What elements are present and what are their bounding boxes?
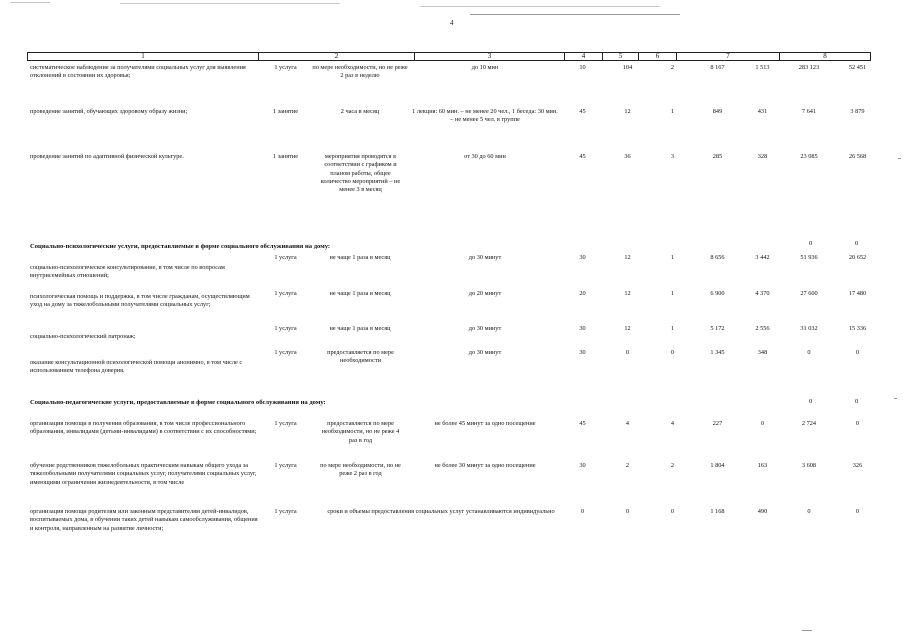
value-col8a: 0 (807, 349, 811, 356)
column-number: 3 (415, 53, 565, 61)
column-number: 5 (603, 53, 639, 61)
value-col4: 45 (579, 153, 586, 160)
service-frequency: предоставляется по мере необходимости (327, 349, 394, 365)
value-col7b: 163 (757, 462, 768, 469)
value-col8a: 23 085 (800, 153, 818, 160)
value-col8a: 2 724 (801, 420, 817, 427)
value-col6: 3 (670, 153, 675, 160)
service-unit: 1 услуга (274, 254, 297, 261)
value-col4: 30 (579, 254, 586, 261)
column-number: 6 (639, 53, 677, 61)
section-total-8b: 0 (855, 398, 859, 405)
value-col8a: 51 936 (800, 254, 818, 261)
service-duration: до 20 минут (468, 290, 502, 297)
service-name: оказание консультационной психологической помощи анонимно, в том числе с использованием телефона доверия. (30, 359, 243, 375)
value-col7a: 849 (712, 108, 723, 115)
value-col8b: 326 (852, 462, 863, 469)
service-name: проведение занятий по адаптивной физической культуре. (30, 153, 184, 160)
scan-artifact-line (120, 3, 340, 4)
section-total-8b: 0 (855, 240, 859, 247)
value-col5: 12 (624, 325, 631, 332)
service-unit: 1 услуга (274, 420, 297, 427)
value-col5: 2 (625, 462, 630, 469)
service-name: проведение занятий, обучающих здоровому образу жизни; (30, 108, 188, 115)
value-col4: 30 (579, 349, 586, 356)
service-frequency: мероприятия проводятся в соответствии с графиком и планом работы, общее количество мероприятий – не менее 3 в месяц (320, 153, 401, 194)
value-col6: 2 (670, 64, 675, 71)
service-frequency: предоставляется по мере необходимости, но не реже 4 раз в год (321, 420, 400, 444)
value-col5: 12 (624, 108, 631, 115)
value-col7a: 1 168 (710, 508, 725, 515)
service-name: организация помощи родителям или законным представителям детей-инвалидов, воспитываемых дома, в обучении таких детей навыкам самообслуживания, общения и контроля, направленным на развитие личности; (30, 508, 258, 532)
column-number: 7 (677, 53, 780, 61)
service-duration: до 30 минут (468, 254, 502, 261)
service-duration: не более 45 минут за одно посещение (434, 420, 536, 427)
scan-artifact-line (10, 2, 50, 3)
value-col6: 1 (670, 108, 675, 115)
service-unit: 1 занятие (272, 108, 299, 115)
value-col8b: 15 336 (848, 325, 867, 332)
value-col7b: 348 (757, 349, 768, 356)
value-col7a: 285 (712, 153, 723, 160)
value-col8b: 0 (855, 349, 860, 356)
value-col7b: 4 370 (755, 290, 770, 297)
column-number: 8 (780, 53, 871, 61)
section-heading: Социально-психологические услуги, предоставляемые в форме социального обслуживания на дому: (30, 243, 331, 250)
service-unit: 1 услуга (274, 508, 297, 515)
value-col7a: 1 804 (710, 462, 725, 469)
service-frequency: не чаще 1 раза в месяц (329, 290, 391, 297)
value-col8b: 3 879 (850, 108, 865, 115)
value-col6: 1 (670, 290, 675, 297)
value-col6: 1 (670, 325, 675, 332)
value-col4: 0 (580, 508, 585, 515)
value-col7a: 227 (712, 420, 723, 427)
scan-artifact-line (420, 6, 660, 7)
service-name: обучение родственников тяжелобольных практическим навыкам общего ухода за тяжелобольными получателями социальных услуг, получателями социальных услуг, имеющими ограничения жизнедеятельности, в том числе (30, 462, 257, 486)
column-number: 1 (28, 53, 259, 61)
service-frequency: не чаще 1 раза в месяц (329, 325, 391, 332)
scan-artifact-mark (802, 630, 812, 631)
value-col8b: 20 652 (848, 254, 867, 261)
service-unit: 1 услуга (274, 462, 297, 469)
section-total-8a: 0 (809, 398, 813, 405)
value-col8a: 7 641 (801, 108, 817, 115)
service-frequency: по мере необходимости, но не реже 2 раз в год (320, 462, 401, 478)
value-col6: 1 (670, 254, 675, 261)
column-number: 4 (565, 53, 603, 61)
value-col5: 4 (625, 420, 630, 427)
value-col4: 30 (579, 462, 586, 469)
value-col7b: 2 556 (755, 325, 770, 332)
service-duration: до 30 минут (468, 349, 502, 356)
value-col8a: 3 608 (801, 462, 817, 469)
service-frequency: 2 часа в месяц (340, 108, 380, 115)
service-unit: 1 услуга (274, 349, 297, 356)
value-col6: 2 (670, 462, 675, 469)
scan-artifact-line (470, 14, 680, 15)
value-col8a: 283 123 (798, 64, 820, 71)
value-col8b: 17 480 (848, 290, 867, 297)
value-col7b: 490 (757, 508, 768, 515)
value-col8a: 31 032 (800, 325, 818, 332)
service-duration: 1 лекция: 60 мин. – не менее 20 чел., 1 беседа: 30 мин. – не менее 5 чел. в группе (412, 108, 558, 124)
value-col4: 10 (579, 64, 586, 71)
value-col7b: 3 442 (755, 254, 770, 261)
value-col7b: 1 513 (755, 64, 770, 71)
value-col4: 45 (579, 108, 586, 115)
value-col4: 45 (579, 420, 586, 427)
service-duration: не более 30 минут за одно посещение (434, 462, 536, 469)
value-col7a: 8 167 (710, 64, 725, 71)
column-number: 2 (259, 53, 415, 61)
value-col7b: 431 (757, 108, 768, 115)
value-col8b: 0 (855, 508, 860, 515)
value-col7b: 0 (760, 420, 765, 427)
section-total-8a: 0 (809, 240, 813, 247)
service-frequency: по мере необходимости, но не реже 2 раз в неделю (312, 64, 408, 80)
value-col8a: 27 600 (800, 290, 818, 297)
scan-artifact-mark (894, 398, 897, 399)
service-name: социально-психологический патронаж; (30, 333, 136, 340)
column-number-header (27, 52, 871, 61)
service-name: социально-психологическое консультирование, в том числе по вопросам внутрисемейных отношений; (30, 264, 225, 280)
value-col6: 0 (670, 508, 675, 515)
service-unit: 1 услуга (274, 290, 297, 297)
value-col8b: 52 451 (848, 64, 867, 71)
service-duration: от 30 до 60 мин (464, 153, 506, 160)
value-col5: 12 (624, 290, 631, 297)
scan-artifact-mark (898, 158, 901, 159)
value-col7b: 328 (757, 153, 768, 160)
service-duration: до 10 мин (471, 64, 499, 71)
value-col7a: 8 656 (710, 254, 725, 261)
value-col5: 12 (624, 254, 631, 261)
value-col7a: 1 345 (710, 349, 725, 356)
value-col4: 20 (579, 290, 586, 297)
value-col6: 0 (670, 349, 675, 356)
value-col6: 4 (670, 420, 675, 427)
service-unit: 1 услуга (274, 64, 297, 71)
value-col5: 104 (622, 64, 633, 71)
service-duration: до 30 минут (468, 325, 502, 332)
service-unit: 1 занятие (272, 153, 299, 160)
service-name: организация помощи в получении образования, в том числе профессионального образования, инвалидами (детьми-инвалидами) в соответствии с их способностями; (30, 420, 257, 436)
service-name: систематическое наблюдение за получателями социальных услуг для выявления отклонений в состоянии их здоровья; (30, 64, 246, 80)
value-col5: 0 (625, 508, 630, 515)
value-col8b: 0 (855, 420, 860, 427)
value-col8a: 0 (807, 508, 811, 515)
value-col8b: 26 568 (848, 153, 867, 160)
section-heading: Социально-педагогические услуги, предоставляемые в форме социального обслуживания на дому: (30, 399, 326, 406)
value-col4: 30 (579, 325, 586, 332)
page-number: 4 (450, 19, 454, 27)
value-col5: 36 (624, 153, 631, 160)
value-col5: 0 (625, 349, 630, 356)
span-terms-text: сроки и объемы предоставления социальных услуг устанавливаются индивидуально (327, 508, 555, 515)
service-name: психологическая помощь и поддержка, в том числе гражданам, осуществляющим уход на дому за тяжелобольными получателями социальных услуг; (30, 293, 250, 309)
value-col7a: 6 900 (710, 290, 725, 297)
service-frequency: не чаще 1 раза в месяц (329, 254, 391, 261)
value-col7a: 5 172 (710, 325, 725, 332)
service-unit: 1 услуга (274, 325, 297, 332)
